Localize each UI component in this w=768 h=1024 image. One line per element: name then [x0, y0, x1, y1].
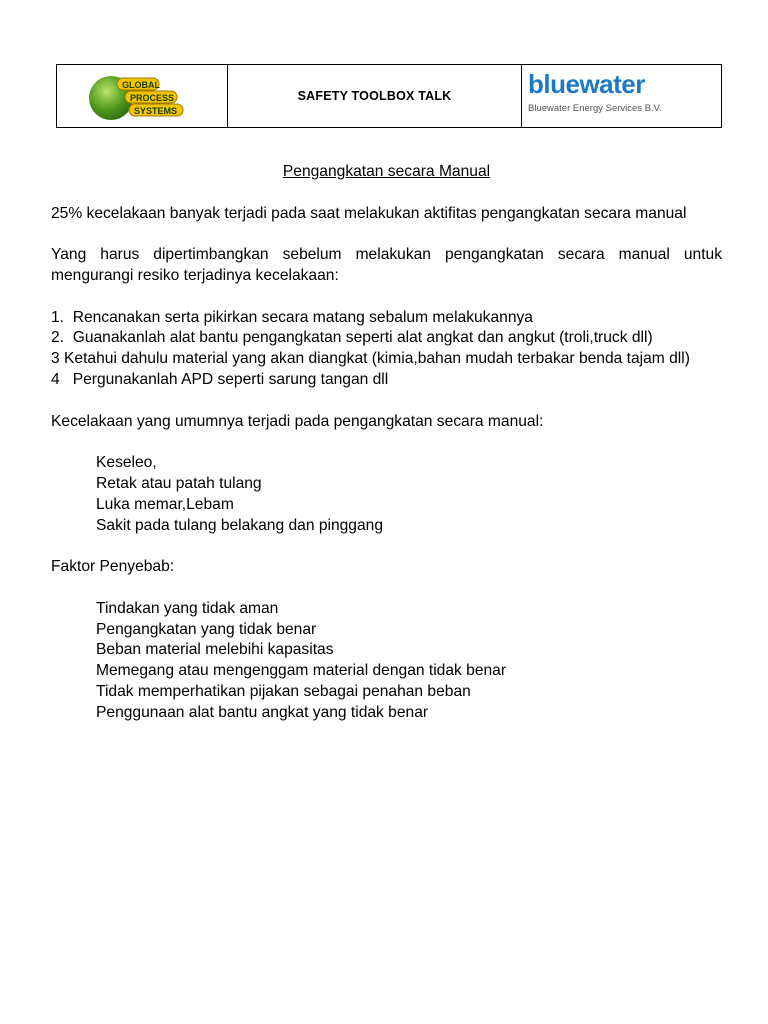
list-item: Beban material melebihi kapasitas [96, 641, 334, 659]
step-number: 1. [51, 308, 65, 326]
header-title: SAFETY TOOLBOX TALK [297, 89, 452, 103]
step-text: Pergunakanlah APD seperti sarung tangan dll [72, 370, 389, 388]
bluewater-logo: bluewater [528, 69, 645, 99]
step-text: Guanakanlah alat bantu pengangkatan seperti alat angkat dan angkut (troli,truck dll) [72, 329, 653, 347]
intro-paragraph: 25% kecelakaan banyak terjadi pada saat melakukan aktifitas pengangkatan secara manual [51, 204, 687, 222]
document-title: Pengangkatan secara Manual [282, 163, 491, 180]
list-item: Keseleo, [96, 454, 157, 472]
list-item [51, 308, 722, 329]
accidents-list [51, 453, 722, 536]
step-number: 2. [51, 329, 65, 347]
global-process-systems-logo-cell [57, 65, 228, 127]
steps-list [51, 308, 722, 391]
list-item: Retak atau patah tulang [96, 474, 262, 492]
list-item: Luka memar,Lebam [96, 495, 234, 513]
causes-list [51, 599, 722, 724]
title-cell [228, 65, 522, 127]
consider-paragraph: Yang harus dipertimbangkan sebelum melakukan pengangkatan secara manual untuk mengurangi resiko terjadinya kecelakaan: [51, 246, 722, 284]
document-header [56, 64, 722, 128]
logo-word-1: GLOBAL [122, 80, 160, 90]
list-item: Penggunaan alat bantu angkat yang tidak benar [96, 703, 429, 721]
bluewater-logo-cell [522, 65, 721, 127]
bluewater-subtitle: Bluewater Energy Services B.V. [528, 103, 662, 114]
step-number: 3 [51, 350, 60, 368]
list-item: Memegang atau mengenggam material dengan tidak benar [96, 662, 507, 680]
list-item: Tidak memperhatikan pijakan sebagai penahan beban [96, 682, 471, 700]
step-text: Ketahui dahulu material yang akan diangkat (kimia,bahan mudah terbakar benda tajam dll) [64, 350, 690, 368]
list-item: Sakit pada tulang belakang dan pinggang [96, 516, 383, 534]
causes-heading: Faktor Penyebab: [51, 558, 175, 576]
step-text: Rencanakan serta pikirkan secara matang sebalum melakukannya [72, 308, 533, 326]
global-process-systems-logo [85, 69, 197, 125]
step-number: 4 [51, 370, 60, 388]
list-item: Tindakan yang tidak aman [96, 599, 279, 617]
list-item: Pengangkatan yang tidak benar [96, 620, 317, 638]
document-body [51, 162, 722, 724]
logo-word-3: SYSTEMS [134, 106, 178, 116]
logo-word-2: PROCESS [130, 93, 175, 103]
list-item [51, 370, 722, 391]
list-item [51, 328, 722, 349]
list-item [51, 349, 722, 370]
accidents-heading: Kecelakaan yang umumnya terjadi pada pengangkatan secara manual: [51, 412, 544, 430]
